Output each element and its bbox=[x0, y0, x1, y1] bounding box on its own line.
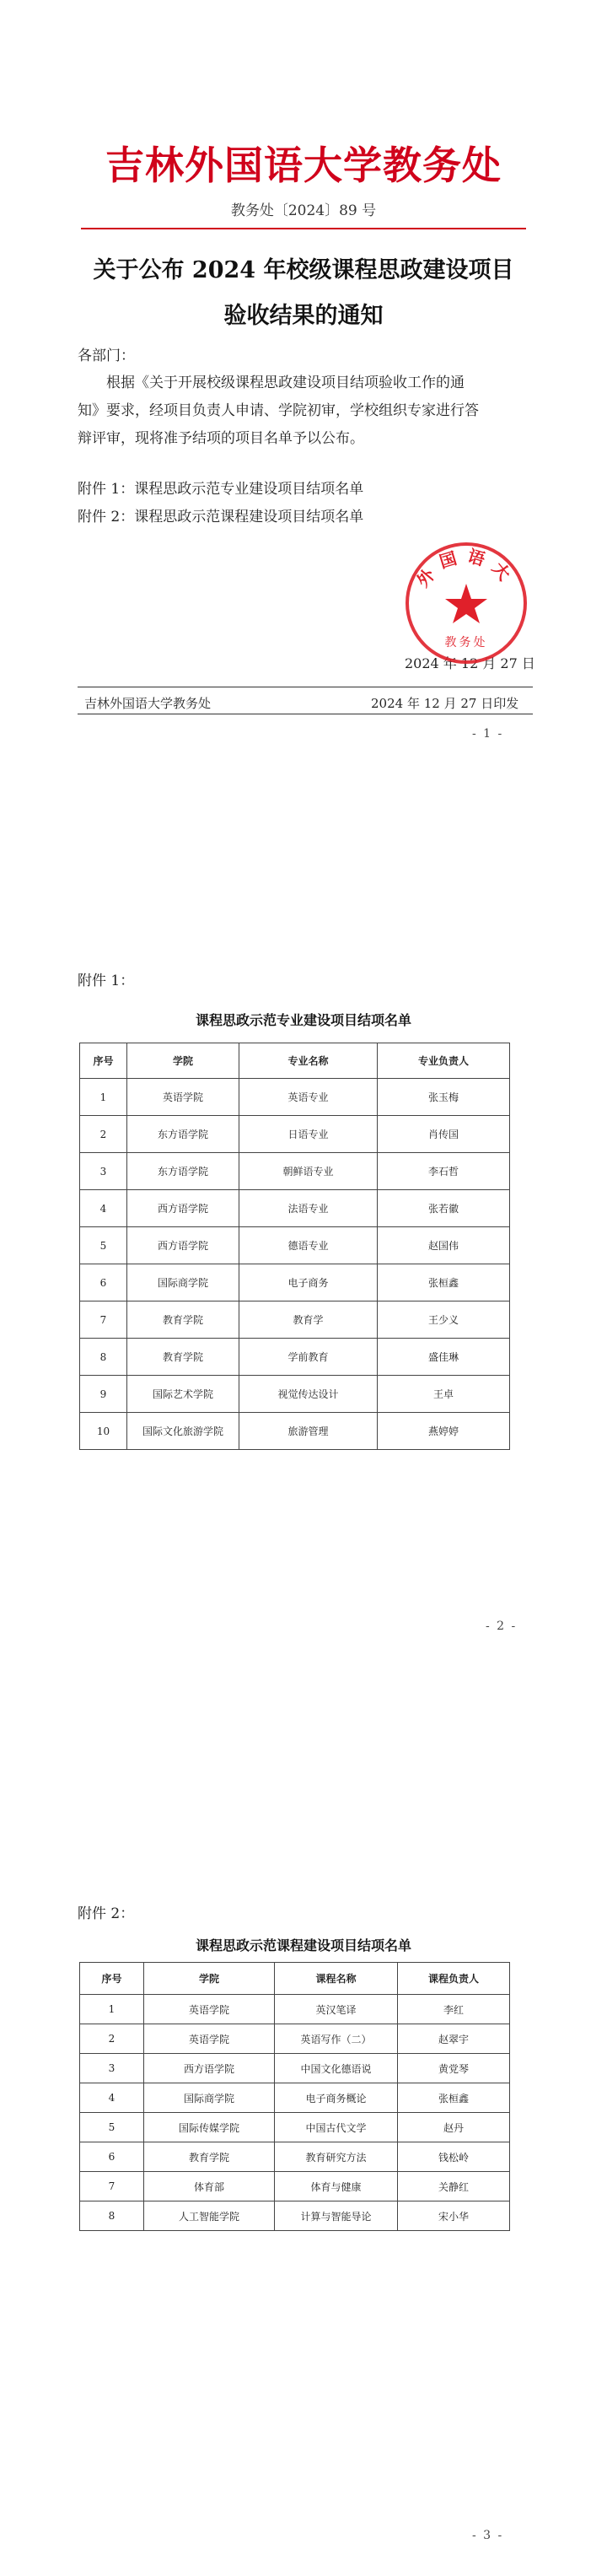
attachment2-table-title: 课程思政示范课程建设项目结项名单 bbox=[195, 1937, 411, 1954]
attachment2-ref: 附件 2：课程思政示范课程建设项目结项名单 bbox=[78, 509, 364, 525]
table-row bbox=[80, 2201, 510, 2231]
table-row bbox=[80, 1190, 510, 1227]
cell-college: 东方语学院 bbox=[127, 1116, 239, 1153]
cell-leader: 盛佳琳 bbox=[378, 1339, 510, 1376]
cell-index: 8 bbox=[80, 2201, 144, 2231]
cell-name: 教育研究方法 bbox=[275, 2142, 398, 2172]
table-row bbox=[80, 1264, 510, 1301]
table-row bbox=[80, 1079, 510, 1116]
cell-leader: 肖传国 bbox=[378, 1116, 510, 1153]
doc-number: 教务处〔2024〕89 号 bbox=[230, 202, 377, 219]
cell-college: 教育学院 bbox=[127, 1339, 239, 1376]
table-row bbox=[80, 1153, 510, 1190]
cell-index: 1 bbox=[80, 1995, 144, 2024]
cell-leader: 张若徽 bbox=[378, 1190, 510, 1227]
cell-name: 中国古代文学 bbox=[275, 2113, 398, 2142]
col-header-leader: 课程负责人 bbox=[398, 1963, 510, 1995]
cell-leader: 赵国伟 bbox=[378, 1227, 510, 1264]
notice-title-line1: 关于公布 2024 年校级课程思政建设项目 bbox=[93, 257, 514, 283]
page-number-1: - 1 - bbox=[472, 727, 504, 741]
cell-name: 英汉笔译 bbox=[275, 1995, 398, 2024]
table-row bbox=[80, 2083, 510, 2113]
cell-leader: 赵丹 bbox=[398, 2113, 510, 2142]
cell-index: 3 bbox=[80, 1153, 127, 1190]
page-number-3: - 3 - bbox=[472, 2529, 504, 2542]
seal-arc-text: 外国语大 bbox=[412, 545, 520, 591]
cell-name: 学前教育 bbox=[239, 1339, 378, 1376]
org-title: 吉林外国语大学教务处 bbox=[105, 143, 502, 188]
cell-index: 9 bbox=[80, 1376, 127, 1413]
footer-issuer: 吉林外国语大学教务处 bbox=[84, 696, 212, 711]
cell-name: 法语专业 bbox=[239, 1190, 378, 1227]
cell-index: 4 bbox=[80, 1190, 127, 1227]
attachment1-table bbox=[79, 1043, 510, 1450]
body-line2: 知》要求，经项目负责人申请、学院初审，学校组织专家进行答 bbox=[78, 402, 479, 419]
cell-name: 英语写作（二） bbox=[275, 2024, 398, 2054]
cell-college: 国际艺术学院 bbox=[127, 1376, 239, 1413]
cell-leader: 王少义 bbox=[378, 1301, 510, 1339]
cell-index: 6 bbox=[80, 2142, 144, 2172]
col-header-index: 序号 bbox=[80, 1963, 144, 1995]
col-header-major: 专业名称 bbox=[239, 1043, 378, 1079]
cell-leader: 宋小华 bbox=[398, 2201, 510, 2231]
col-header-college: 学院 bbox=[144, 1963, 275, 1995]
cell-index: 2 bbox=[80, 1116, 127, 1153]
cell-index: 5 bbox=[80, 2113, 144, 2142]
cell-leader: 关静红 bbox=[398, 2172, 510, 2201]
table-header-row bbox=[80, 1963, 510, 1995]
cell-name: 教育学 bbox=[239, 1301, 378, 1339]
table-row bbox=[80, 2142, 510, 2172]
cell-college: 教育学院 bbox=[144, 2142, 275, 2172]
cell-college: 国际文化旅游学院 bbox=[127, 1413, 239, 1450]
cell-name: 计算与智能导论 bbox=[275, 2201, 398, 2231]
cell-index: 5 bbox=[80, 1227, 127, 1264]
table-row bbox=[80, 2172, 510, 2201]
attachment2-table bbox=[79, 1962, 510, 2231]
seal-bottom-text: 教务处 bbox=[444, 636, 488, 649]
cell-name: 日语专业 bbox=[239, 1116, 378, 1153]
cell-college: 人工智能学院 bbox=[144, 2201, 275, 2231]
table-row bbox=[80, 1301, 510, 1339]
cell-name: 电子商务概论 bbox=[275, 2083, 398, 2113]
table-row bbox=[80, 1995, 510, 2024]
cell-index: 2 bbox=[80, 2024, 144, 2054]
cell-leader: 李红 bbox=[398, 1995, 510, 2024]
cell-leader: 李石哲 bbox=[378, 1153, 510, 1190]
cell-leader: 赵翠宇 bbox=[398, 2024, 510, 2054]
body-line3: 辩评审，现将准予结项的项目名单予以公布。 bbox=[78, 430, 364, 447]
col-header-index: 序号 bbox=[80, 1043, 127, 1079]
cell-college: 西方语学院 bbox=[127, 1227, 239, 1264]
red-divider bbox=[81, 228, 526, 229]
cell-leader: 张玉梅 bbox=[378, 1079, 510, 1116]
page-number-2: - 2 - bbox=[486, 1619, 518, 1633]
notice-title-line2: 验收结果的通知 bbox=[223, 303, 384, 329]
attachment1-label: 附件 1： bbox=[78, 973, 135, 989]
cell-college: 国际商学院 bbox=[127, 1264, 239, 1301]
issuer-date: 2024 年 12 月 27 日 bbox=[405, 655, 535, 671]
attachment1-table-title: 课程思政示范专业建设项目结项名单 bbox=[195, 1012, 411, 1028]
table-row bbox=[80, 1376, 510, 1413]
cell-name: 中国文化德语说 bbox=[275, 2054, 398, 2083]
cell-index: 1 bbox=[80, 1079, 127, 1116]
table-row bbox=[80, 1339, 510, 1376]
cell-index: 7 bbox=[80, 1301, 127, 1339]
cell-college: 英语学院 bbox=[144, 1995, 275, 2024]
cell-name: 体育与健康 bbox=[275, 2172, 398, 2201]
cell-college: 教育学院 bbox=[127, 1301, 239, 1339]
table-row bbox=[80, 2024, 510, 2054]
cell-leader: 张桓鑫 bbox=[398, 2083, 510, 2113]
col-header-college: 学院 bbox=[127, 1043, 239, 1079]
cell-college: 国际商学院 bbox=[144, 2083, 275, 2113]
cell-index: 4 bbox=[80, 2083, 144, 2113]
cell-index: 10 bbox=[80, 1413, 127, 1450]
cell-index: 7 bbox=[80, 2172, 144, 2201]
cell-name: 电子商务 bbox=[239, 1264, 378, 1301]
cell-leader: 燕婷婷 bbox=[378, 1413, 510, 1450]
salutation: 各部门： bbox=[78, 348, 135, 364]
cell-name: 旅游管理 bbox=[239, 1413, 378, 1450]
cell-name: 英语专业 bbox=[239, 1079, 378, 1116]
cell-college: 英语学院 bbox=[144, 2024, 275, 2054]
cell-name: 德语专业 bbox=[239, 1227, 378, 1264]
cell-index: 8 bbox=[80, 1339, 127, 1376]
cell-college: 英语学院 bbox=[127, 1079, 239, 1116]
cell-index: 6 bbox=[80, 1264, 127, 1301]
cell-leader: 张桓鑫 bbox=[378, 1264, 510, 1301]
cell-college: 国际传媒学院 bbox=[144, 2113, 275, 2142]
col-header-leader: 专业负责人 bbox=[378, 1043, 510, 1079]
cell-college: 东方语学院 bbox=[127, 1153, 239, 1190]
table-row bbox=[80, 1227, 510, 1264]
cell-name: 朝鲜语专业 bbox=[239, 1153, 378, 1190]
cell-name: 视觉传达设计 bbox=[239, 1376, 378, 1413]
table-row bbox=[80, 2113, 510, 2142]
cell-college: 西方语学院 bbox=[127, 1190, 239, 1227]
table-row bbox=[80, 1413, 510, 1450]
table-header-row bbox=[80, 1043, 510, 1079]
official-seal-icon bbox=[403, 540, 529, 666]
cell-leader: 钱松岭 bbox=[398, 2142, 510, 2172]
cell-leader: 黄党琴 bbox=[398, 2054, 510, 2083]
cell-college: 西方语学院 bbox=[144, 2054, 275, 2083]
cell-leader: 王卓 bbox=[378, 1376, 510, 1413]
attachment2-label: 附件 2： bbox=[78, 1905, 135, 1922]
col-header-course: 课程名称 bbox=[275, 1963, 398, 1995]
cell-college: 体育部 bbox=[144, 2172, 275, 2201]
cell-index: 3 bbox=[80, 2054, 144, 2083]
body-line1: 根据《关于开展校级课程思政建设项目结项验收工作的通 bbox=[106, 375, 465, 391]
footer-issued-date: 2024 年 12 月 27 日印发 bbox=[371, 696, 519, 711]
table-row bbox=[80, 1116, 510, 1153]
attachment1-ref: 附件 1：课程思政示范专业建设项目结项名单 bbox=[78, 481, 364, 498]
table-row bbox=[80, 2054, 510, 2083]
